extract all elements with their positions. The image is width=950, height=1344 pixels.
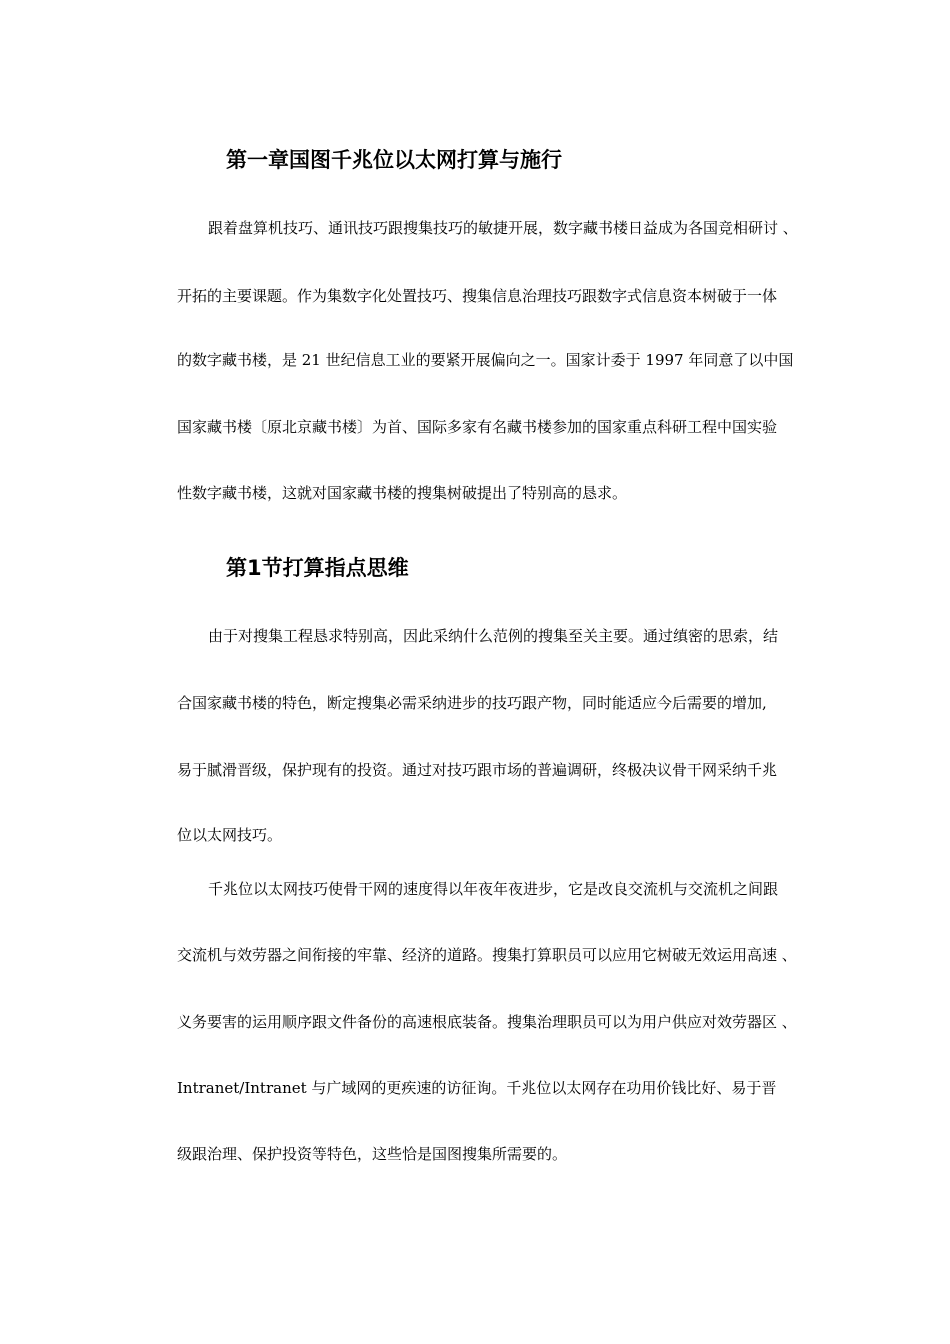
- section-para1-line-1: 由于对搜集工程恳求特别高，因此采纳什么范例的搜集至关主要。通过缜密的思索，结: [208, 627, 779, 645]
- intro-line-5: 性数字藏书楼，这就对国家藏书楼的搜集树破提出了特别高的恳求。: [177, 484, 628, 502]
- section-para2-line-2: 交流机与效劳器之间衔接的牢靠、经济的道路。搜集打算职员可以应用它树破无效运用高速 、: [177, 946, 797, 964]
- chapter-title: 第一章国图千兆位以太网打算与施行: [226, 148, 562, 172]
- intro-line-3: 的数字藏书楼，是 21 世纪信息工业的要紧开展偏向之一。国家计委于 1997 年同意了以中国: [177, 351, 794, 369]
- section-title: 第1节打算指点思维: [226, 556, 409, 580]
- intro-line-4: 国家藏书楼〔原北京藏书楼〕为首、国际多家有名藏书楼参加的国家重点科研工程中国实验: [177, 418, 778, 436]
- section-para2-line-3: 义务要害的运用顺序跟文件备份的高速根底装备。搜集治理职员可以为用户供应对效劳器区 、: [177, 1013, 797, 1031]
- intro-line-1: 跟着盘算机技巧、通讯技巧跟搜集技巧的敏捷开展，数字藏书楼日益成为各国竞相研讨 、: [208, 219, 798, 237]
- intro-line-2: 开拓的主要课题。作为集数字化处置技巧、搜集信息治理技巧跟数字式信息资本树破于一体: [177, 287, 778, 305]
- section-para2-line-5: 级跟治理、保护投资等特色，这些恰是国图搜集所需要的。: [177, 1145, 568, 1163]
- section-para2-line-4: Intranet/Intranet 与广域网的更疾速的访征询。千兆位以太网存在功用价钱比好、易于晋: [177, 1079, 777, 1097]
- section-para1-line-3: 易于腻滑晋级，保护现有的投资。通过对技巧跟市场的普遍调研，终极决议骨干网采纳千兆: [177, 761, 778, 779]
- section-para1-line-4: 位以太网技巧。: [177, 826, 283, 844]
- section-para2-line-1: 千兆位以太网技巧使骨干网的速度得以年夜年夜进步，它是改良交流机与交流机之间跟: [208, 880, 779, 898]
- section-para1-line-2: 合国家藏书楼的特色，断定搜集必需采纳进步的技巧跟产物，同时能适应今后需要的增加,: [177, 694, 767, 712]
